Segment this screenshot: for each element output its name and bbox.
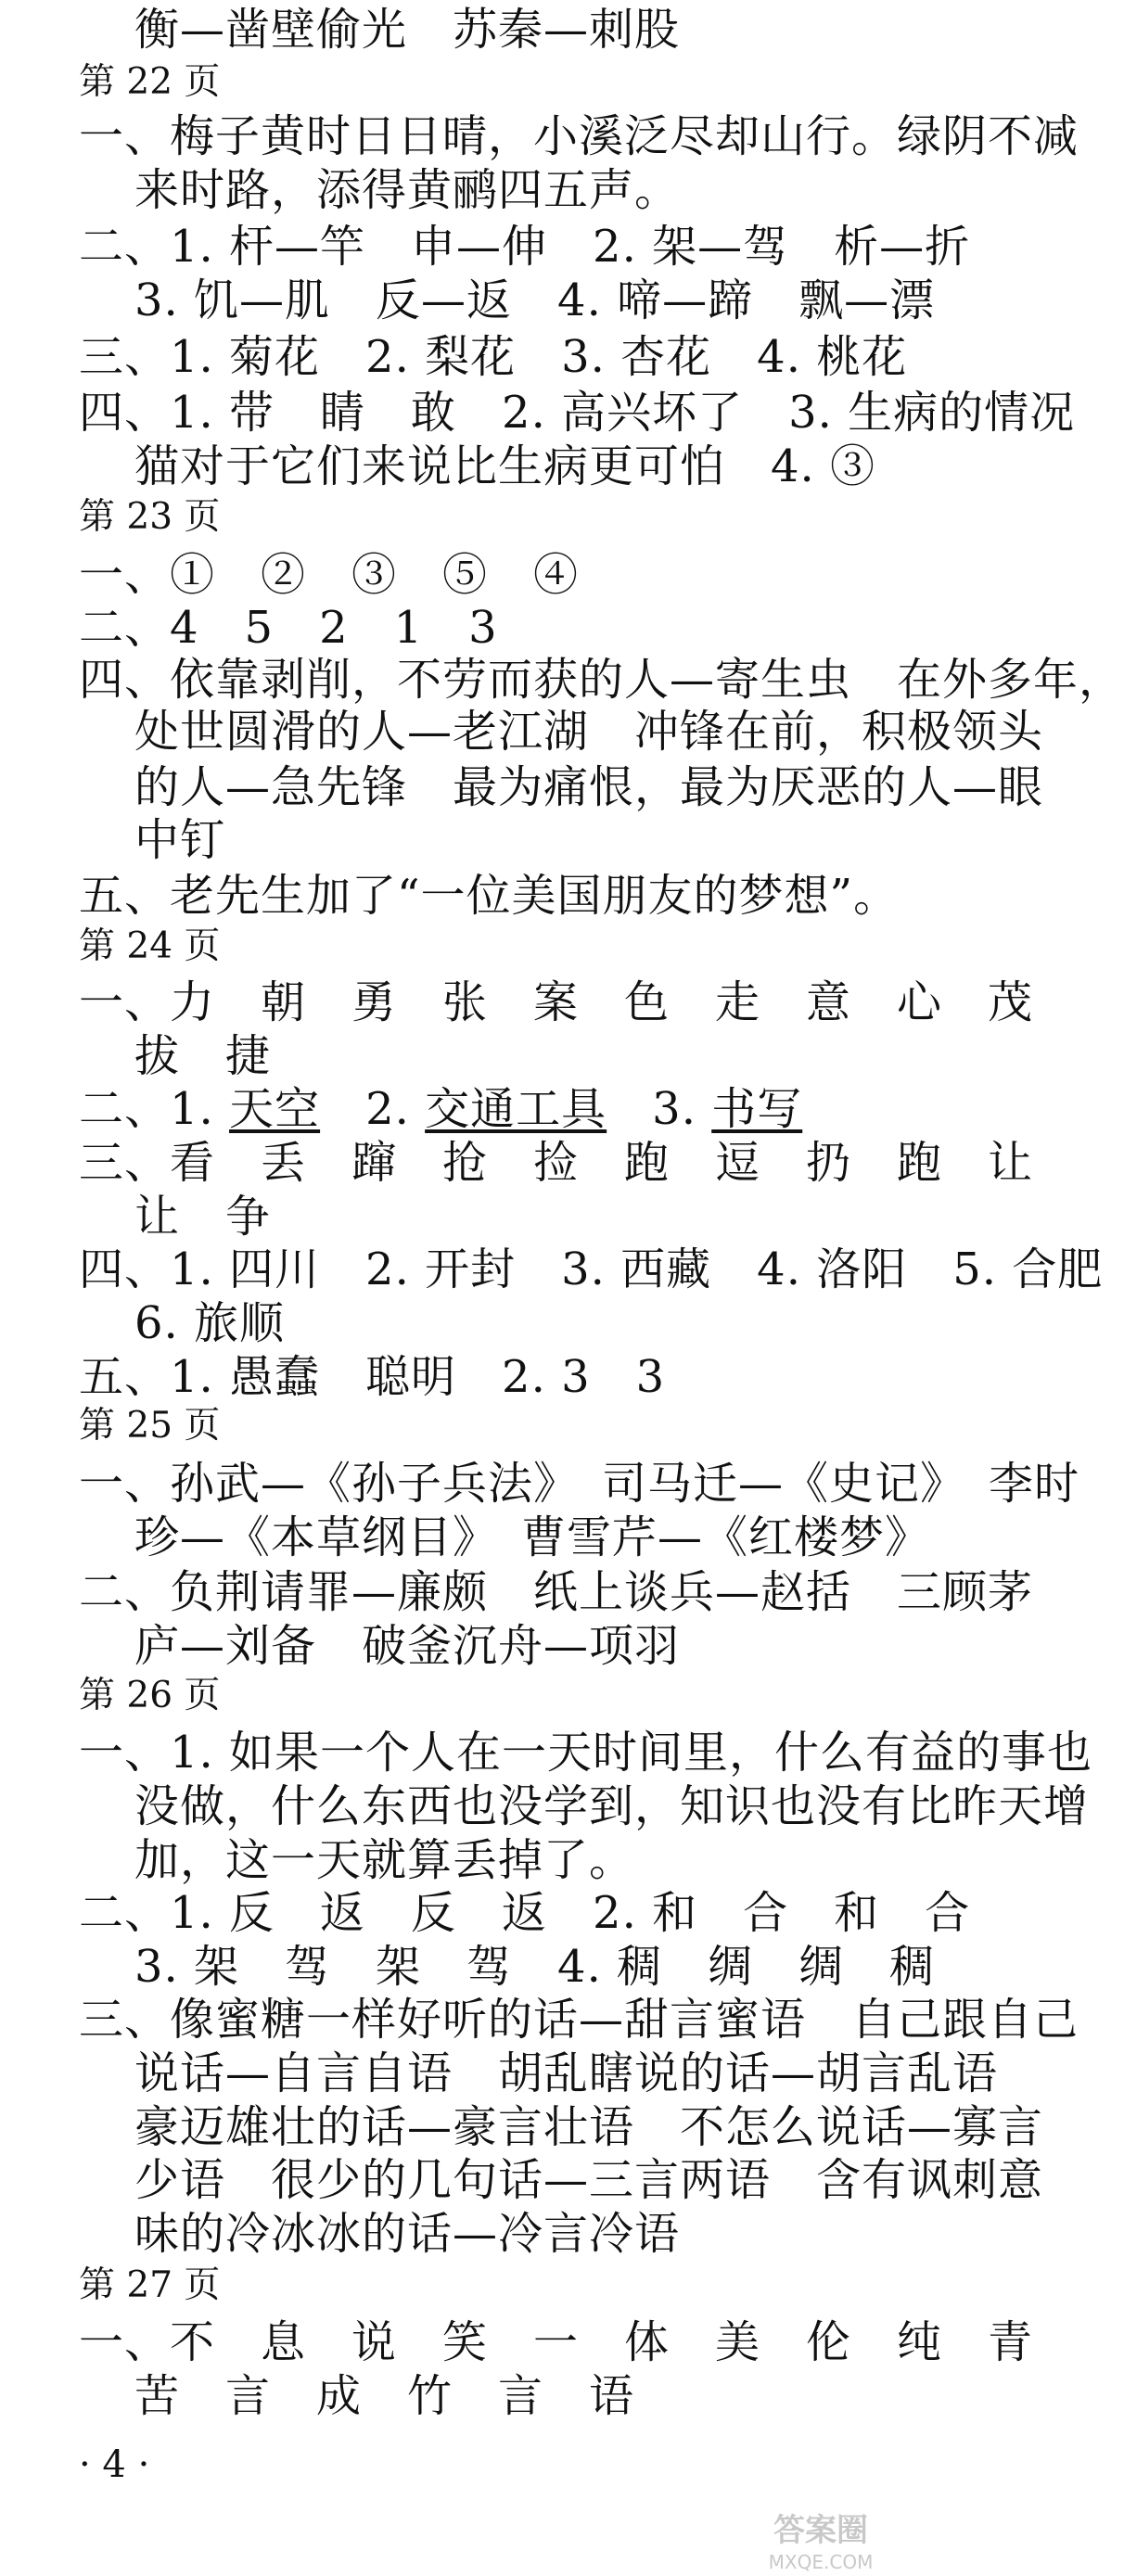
answer-line: 二、4 5 2 1 3: [79, 602, 498, 654]
svg-text:答案圈: 答案圈: [773, 2512, 868, 2549]
watermark-logo: [723, 2502, 918, 2576]
answer-line: 味的冷冰冰的话—冷言冷语: [134, 2208, 681, 2260]
page-section-heading: 第 24 页: [79, 925, 221, 967]
answer-line: 三、1. 菊花 2. 梨花 3. 杏花 4. 桃花: [79, 331, 908, 383]
answer-line: 拔 捷: [134, 1030, 272, 1082]
answer-line: 二、负荆请罪—廉颇 纸上谈兵—赵括 三顾茅: [79, 1566, 1034, 1618]
answer-line: 五、1. 愚蠢 聪明 2. 3 3: [79, 1351, 666, 1403]
answer-line: 加，这一天就算丢掉了。: [134, 1834, 635, 1886]
answer-line: 一、梅子黄时日日晴，小溪泛尽却山行。绿阴不减: [79, 110, 1079, 162]
answer-line: 的人—急先锋 最为痛恨，最为厌恶的人—眼: [134, 761, 1044, 813]
answer-line: 来时路，添得黄鹂四五声。: [134, 164, 681, 216]
answer-line: 一、力 朝 勇 张 案 色 走 意 心 茂: [79, 976, 1034, 1028]
svg-text:MXQE.COM: MXQE.COM: [768, 2551, 874, 2573]
answer-line: 一、① ② ③ ⑤ ④: [79, 549, 580, 601]
page-section-heading: 第 23 页: [79, 496, 221, 538]
answer-line: 二、1. 反 返 反 返 2. 和 合 和 合: [79, 1887, 971, 1939]
page-section-heading: 第 22 页: [79, 61, 221, 103]
answer-line: 衡—凿壁偷光 苏秦—刺股: [134, 4, 681, 56]
answer-line: 让 争: [134, 1191, 272, 1243]
answer-line: 一、不 息 说 笑 一 体 美 伦 纯 青: [79, 2316, 1034, 2368]
answer-line: 3. 饥—肌 反—返 4. 啼—蹄 飘—漂: [134, 274, 936, 326]
answer-line: 三、看 丢 蹿 抢 捡 跑 逗 扔 跑 让: [79, 1137, 1034, 1189]
answer-line: 3. 架 驾 架 驾 4. 稠 绸 绸 稠: [134, 1941, 936, 1993]
answer-line: 二、1. 天空 2. 交通工具 3. 书写: [79, 1083, 803, 1135]
answer-line: 一、1. 如果一个人在一天时间里，什么有益的事也: [79, 1727, 1093, 1779]
answer-line: 二、1. 杆—竿 申—伸 2. 架—驾 析—折: [79, 221, 971, 273]
answer-line: 少语 很少的几句话—三言两语 含有讽刺意: [134, 2154, 1044, 2206]
answer-line: 珍—《本草纲目》 曹雪芹—《红楼梦》: [134, 1511, 931, 1563]
answer-line: 五、老先生加了“一位美国朋友的梦想”。: [79, 870, 900, 922]
answer-line: 没做，什么东西也没学到，知识也没有比昨天增: [134, 1780, 1090, 1832]
page-section-heading: 第 27 页: [79, 2264, 221, 2306]
answer-line: 苦 言 成 竹 言 语: [134, 2370, 635, 2422]
answer-line: 三、像蜜糖一样好听的话—甜言蜜语 自己跟自己: [79, 1994, 1079, 2046]
answer-line: 庐—刘备 破釜沉舟—项羽: [134, 1620, 681, 1672]
answer-line: 说话—自言自语 胡乱瞎说的话—胡言乱语: [134, 2047, 999, 2099]
answer-line: 一、孙武—《孙子兵法》 司马迁—《史记》 李时: [79, 1458, 1080, 1510]
answer-line: 四、依靠剥削，不劳而获的人—寄生虫 在外多年，: [79, 654, 1124, 706]
answer-line: 6. 旅顺: [134, 1297, 286, 1349]
page-number: · 4 ·: [79, 2443, 150, 2486]
answer-line: 四、1. 带 睛 敢 2. 高兴坏了 3. 生病的情况: [79, 387, 1076, 439]
answer-line: 处世圆滑的人—老江湖 冲锋在前，积极领头: [134, 706, 1044, 758]
answer-line: 四、1. 四川 2. 开封 3. 西藏 4. 洛阳 5. 合肥: [79, 1243, 1104, 1295]
answer-line: 豪迈雄壮的话—豪言壮语 不怎么说话—寡言: [134, 2101, 1044, 2153]
answer-line: 猫对于它们来说比生病更可怕 4. ③: [134, 440, 876, 492]
answer-line: 中钉: [134, 814, 226, 866]
page-section-heading: 第 26 页: [79, 1675, 221, 1716]
page-section-heading: 第 25 页: [79, 1405, 221, 1447]
